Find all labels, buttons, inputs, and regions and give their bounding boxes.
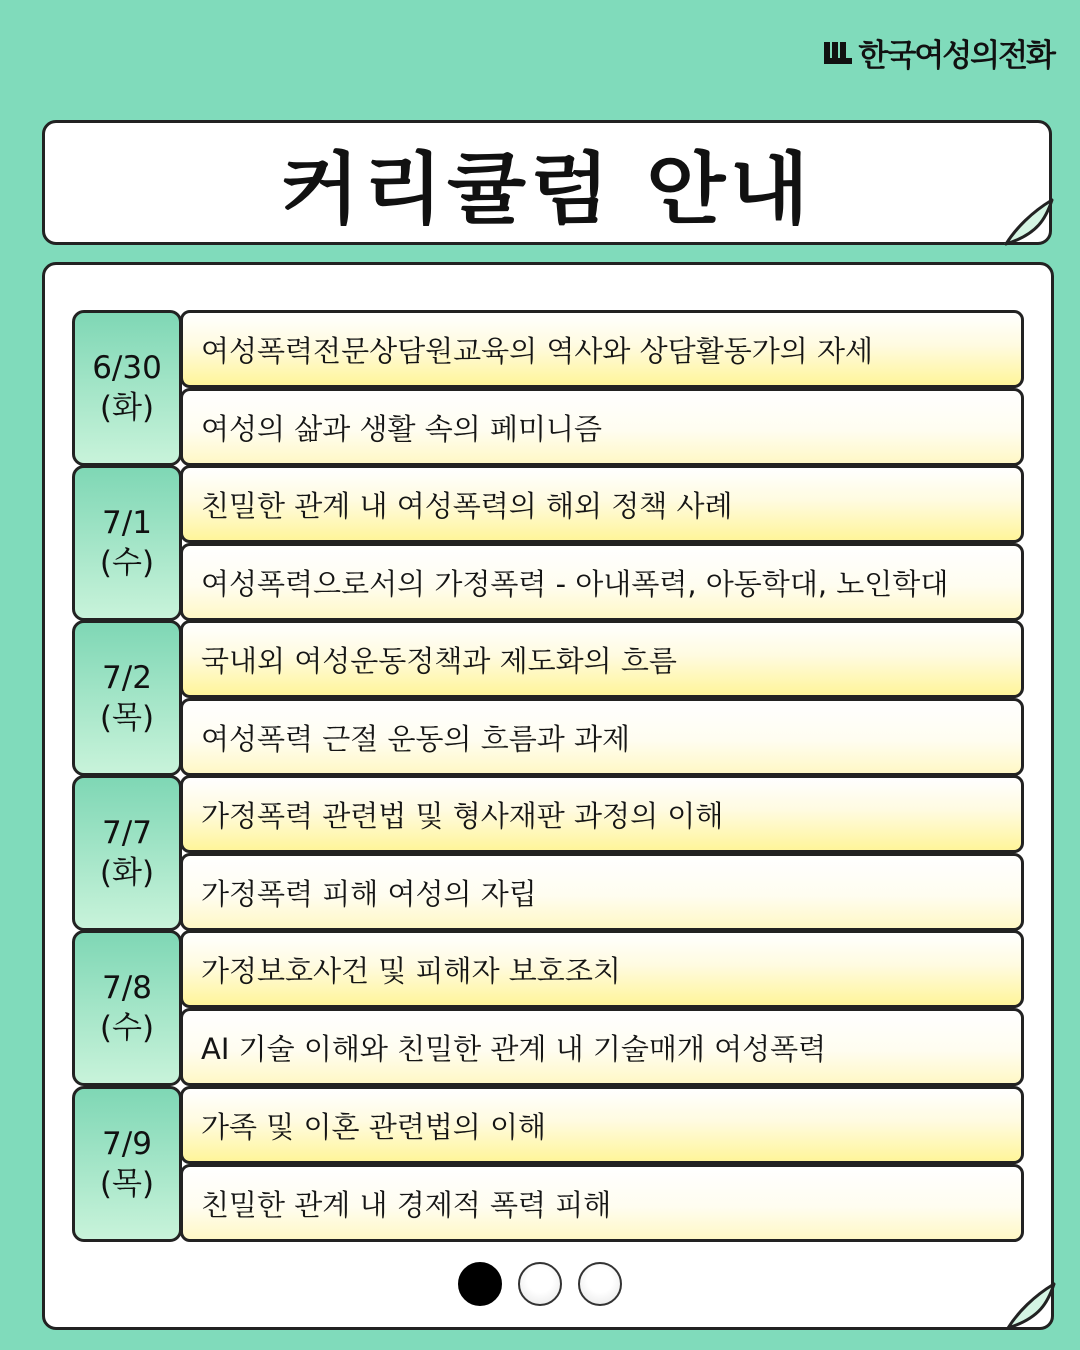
topic-item: 여성폭력 근절 운동의 흐름과 과제 (180, 698, 1024, 776)
weekday-label: (수) (99, 1010, 155, 1046)
topic-item: 여성폭력전문상담원교육의 역사와 상담활동가의 자세 (180, 310, 1024, 388)
topic-item: 가정폭력 관련법 및 형사재판 과정의 이해 (180, 775, 1024, 853)
topic-item: 여성의 삶과 생활 속의 페미니즘 (180, 388, 1024, 466)
brand-logo (824, 30, 1054, 75)
weekday-label: (화) (99, 855, 155, 891)
date-label: 7/7 (102, 815, 152, 851)
schedule-day (72, 620, 1024, 776)
date-label: 7/9 (102, 1126, 152, 1162)
schedule-day (72, 930, 1024, 1086)
date-cell (72, 465, 182, 621)
weekday-label: (화) (99, 390, 155, 426)
topic-item: 가정폭력 피해 여성의 자립 (180, 853, 1024, 931)
topic-item: 가정보호사건 및 피해자 보호조치 (180, 930, 1024, 1008)
topic-item: 여성폭력으로서의 가정폭력 - 아내폭력, 아동학대, 노인학대 (180, 543, 1024, 621)
date-label: 7/2 (102, 660, 152, 696)
weekday-label: (목) (99, 700, 155, 736)
page-dot-active[interactable] (458, 1262, 502, 1306)
schedule-day (72, 465, 1024, 621)
pagination-dots (0, 1262, 1080, 1308)
date-cell (72, 310, 182, 466)
weekday-label: (목) (99, 1166, 155, 1202)
date-label: 7/1 (102, 505, 152, 541)
schedule-day (72, 775, 1024, 931)
topic-item: 국내외 여성운동정책과 제도화의 흐름 (180, 620, 1024, 698)
topic-item: 가족 및 이혼 관련법의 이해 (180, 1086, 1024, 1164)
page-title: 커리큘럼 안내 (280, 144, 814, 235)
weekday-label: (수) (99, 545, 155, 581)
page-dot[interactable] (518, 1262, 562, 1306)
topic-item: AI 기술 이해와 친밀한 관계 내 기술매개 여성폭력 (180, 1008, 1024, 1086)
title-card (42, 120, 1052, 245)
date-label: 6/30 (92, 350, 162, 386)
page-dot[interactable] (578, 1262, 622, 1306)
topic-item: 친밀한 관계 내 경제적 폭력 피해 (180, 1164, 1024, 1242)
date-cell (72, 930, 182, 1086)
logo-text: 한국여성의전화 (858, 38, 1054, 74)
page-curl-icon (1002, 198, 1054, 246)
schedule-day (72, 310, 1024, 466)
date-cell (72, 1086, 182, 1242)
date-cell (72, 620, 182, 776)
topic-item: 친밀한 관계 내 여성폭력의 해외 정책 사례 (180, 465, 1024, 543)
date-cell (72, 775, 182, 931)
date-label: 7/8 (102, 970, 152, 1006)
logo-mark-icon (824, 40, 854, 66)
schedule-day (72, 1086, 1024, 1242)
